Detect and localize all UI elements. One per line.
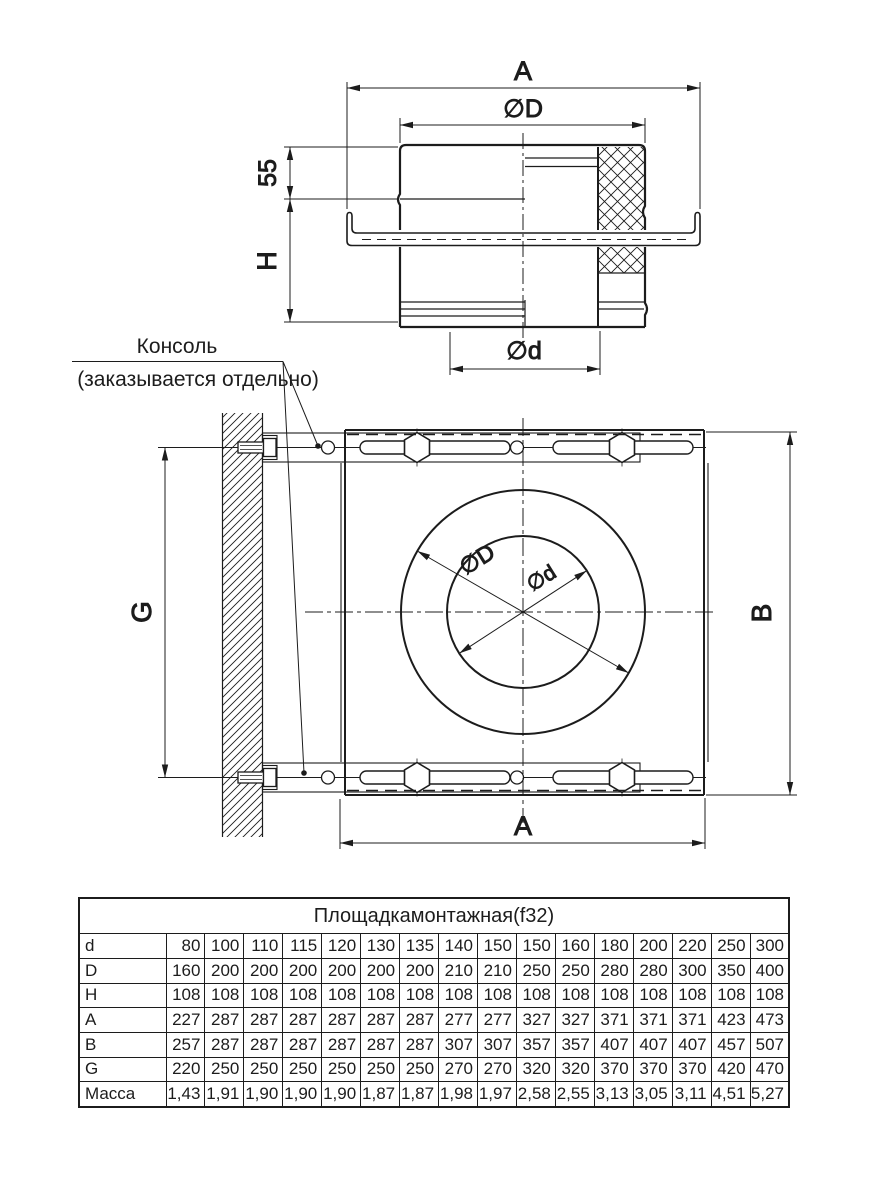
table-cell: 150: [516, 934, 555, 959]
table-cell: 200: [283, 958, 322, 983]
dim-label-D-plan: ∅D: [454, 538, 500, 580]
table-cell: 357: [516, 1032, 555, 1057]
table-cell: 200: [205, 958, 244, 983]
table-cell: 350: [711, 958, 750, 983]
table-cell: 1,97: [478, 1082, 517, 1107]
table-title: Площадкамонтажная(f32): [79, 898, 789, 934]
table-cell: 130: [361, 934, 400, 959]
table-cell: 250: [361, 1057, 400, 1082]
table-row: [79, 1082, 789, 1107]
plan-center-lines: [305, 418, 717, 823]
table-cell: 200: [244, 958, 283, 983]
table-cell: 300: [750, 934, 789, 959]
table-cell: 5,27: [750, 1082, 789, 1107]
table-row: [79, 1057, 789, 1082]
table-cell: 277: [478, 1008, 517, 1033]
table-cell: 407: [594, 1032, 633, 1057]
table-cell: 287: [400, 1008, 439, 1033]
table-cell: 250: [322, 1057, 361, 1082]
row-label: G: [79, 1057, 166, 1082]
table-cell: 1,98: [439, 1082, 478, 1107]
table-row: [79, 1032, 789, 1057]
table-title-row: [79, 898, 789, 934]
table-cell: 200: [633, 934, 672, 959]
table-cell: 257: [166, 1032, 205, 1057]
table-row: [79, 934, 789, 959]
table-cell: 108: [322, 983, 361, 1008]
plan-view: [72, 335, 797, 849]
dimension-table-wrap: [78, 897, 790, 1108]
table-cell: 160: [555, 934, 594, 959]
table-cell: 457: [711, 1032, 750, 1057]
table-cell: 220: [166, 1057, 205, 1082]
table-cell: 287: [205, 1032, 244, 1057]
table-cell: 423: [711, 1008, 750, 1033]
table-cell: 200: [322, 958, 361, 983]
table-cell: 507: [750, 1032, 789, 1057]
dimension-55: [284, 147, 398, 199]
table-row: [79, 983, 789, 1008]
table-cell: 108: [244, 983, 283, 1008]
table-cell: 250: [205, 1057, 244, 1082]
table-cell: 108: [672, 983, 711, 1008]
table-cell: 210: [478, 958, 517, 983]
table-cell: 250: [244, 1057, 283, 1082]
table-cell: 180: [594, 934, 633, 959]
dim-label-H: H: [252, 251, 282, 271]
table-cell: 250: [283, 1057, 322, 1082]
table-cell: 287: [283, 1032, 322, 1057]
table-cell: 300: [672, 958, 711, 983]
console-callout-note: (заказывается отдельно): [77, 368, 319, 391]
table-cell: 270: [478, 1057, 517, 1082]
table-cell: 1,87: [361, 1082, 400, 1107]
table-cell: 320: [555, 1057, 594, 1082]
dim-label-D-side: ∅D: [503, 95, 543, 123]
table-cell: 108: [400, 983, 439, 1008]
table-cell: 120: [322, 934, 361, 959]
row-label: B: [79, 1032, 166, 1057]
table-cell: 287: [205, 1008, 244, 1033]
insulation-hatch: [599, 147, 644, 273]
table-cell: 108: [478, 983, 517, 1008]
table-cell: 370: [594, 1057, 633, 1082]
table-cell: 115: [283, 934, 322, 959]
table-cell: 2,55: [555, 1082, 594, 1107]
row-label: A: [79, 1008, 166, 1033]
table-cell: 108: [361, 983, 400, 1008]
dim-label-A-side: A: [513, 56, 533, 86]
table-cell: 150: [478, 934, 517, 959]
table-cell: 371: [594, 1008, 633, 1033]
table-cell: 3,13: [594, 1082, 633, 1107]
row-label: H: [79, 983, 166, 1008]
table-cell: 110: [244, 934, 283, 959]
table-cell: 287: [322, 1032, 361, 1057]
table-cell: 160: [166, 958, 205, 983]
table-cell: 108: [283, 983, 322, 1008]
table-cell: 3,05: [633, 1082, 672, 1107]
table-cell: 108: [439, 983, 478, 1008]
table-cell: 108: [711, 983, 750, 1008]
table-cell: 370: [672, 1057, 711, 1082]
table-cell: 307: [478, 1032, 517, 1057]
table-cell: 287: [361, 1032, 400, 1057]
table-cell: 420: [711, 1057, 750, 1082]
table-cell: 277: [439, 1008, 478, 1033]
table-cell: 327: [555, 1008, 594, 1033]
table-cell: 280: [633, 958, 672, 983]
dim-label-d-side: ∅d: [506, 337, 542, 365]
dim-label-A-plan: A: [513, 811, 533, 841]
dim-label-55: 55: [254, 159, 282, 187]
table-cell: 135: [400, 934, 439, 959]
table-cell: 80: [166, 934, 205, 959]
table-cell: 200: [361, 958, 400, 983]
table-cell: 108: [166, 983, 205, 1008]
table-cell: 270: [439, 1057, 478, 1082]
table-cell: 370: [633, 1057, 672, 1082]
table-cell: 3,11: [672, 1082, 711, 1107]
table-cell: 108: [750, 983, 789, 1008]
table-cell: 280: [594, 958, 633, 983]
table-cell: 210: [439, 958, 478, 983]
table-cell: 307: [439, 1032, 478, 1057]
dim-label-B: B: [746, 603, 777, 623]
table-cell: 1,90: [283, 1082, 322, 1107]
dimension-table: [78, 897, 790, 1108]
table-cell: 407: [633, 1032, 672, 1057]
table-cell: 287: [361, 1008, 400, 1033]
table-cell: 1,91: [205, 1082, 244, 1107]
table-cell: 470: [750, 1057, 789, 1082]
side-section-view: [252, 56, 702, 375]
table-cell: 1,43: [166, 1082, 205, 1107]
table-cell: 108: [555, 983, 594, 1008]
table-cell: 250: [400, 1057, 439, 1082]
row-label: D: [79, 958, 166, 983]
table-cell: 371: [633, 1008, 672, 1033]
table-cell: 473: [750, 1008, 789, 1033]
dimension-H: [284, 199, 398, 322]
table-cell: 357: [555, 1032, 594, 1057]
table-cell: 1,90: [244, 1082, 283, 1107]
table-cell: 287: [322, 1008, 361, 1033]
table-cell: 327: [516, 1008, 555, 1033]
row-label: d: [79, 934, 166, 959]
table-row: [79, 958, 789, 983]
table-cell: 140: [439, 934, 478, 959]
row-label: Масса: [79, 1082, 166, 1107]
console-callout: [72, 362, 321, 776]
table-cell: 250: [555, 958, 594, 983]
table-cell: 100: [205, 934, 244, 959]
table-cell: 250: [516, 958, 555, 983]
dim-label-d-plan: ∅d: [522, 560, 561, 597]
console-callout-title: Консоль: [136, 335, 218, 358]
table-cell: 4,51: [711, 1082, 750, 1107]
table-cell: 2,58: [516, 1082, 555, 1107]
table-cell: 287: [400, 1032, 439, 1057]
table-cell: 287: [244, 1008, 283, 1033]
table-cell: 250: [711, 934, 750, 959]
table-cell: 1,87: [400, 1082, 439, 1107]
table-cell: 287: [283, 1008, 322, 1033]
table-cell: 108: [516, 983, 555, 1008]
table-cell: 108: [594, 983, 633, 1008]
table-cell: 407: [672, 1032, 711, 1057]
table-cell: 400: [750, 958, 789, 983]
table-cell: 227: [166, 1008, 205, 1033]
table-cell: 287: [244, 1032, 283, 1057]
dim-label-G: G: [126, 601, 157, 623]
table-cell: 108: [633, 983, 672, 1008]
table-cell: 220: [672, 934, 711, 959]
table-row: [79, 1008, 789, 1033]
table-cell: 108: [205, 983, 244, 1008]
table-cell: 200: [400, 958, 439, 983]
table-cell: 320: [516, 1057, 555, 1082]
table-cell: 1,90: [322, 1082, 361, 1107]
table-cell: 371: [672, 1008, 711, 1033]
